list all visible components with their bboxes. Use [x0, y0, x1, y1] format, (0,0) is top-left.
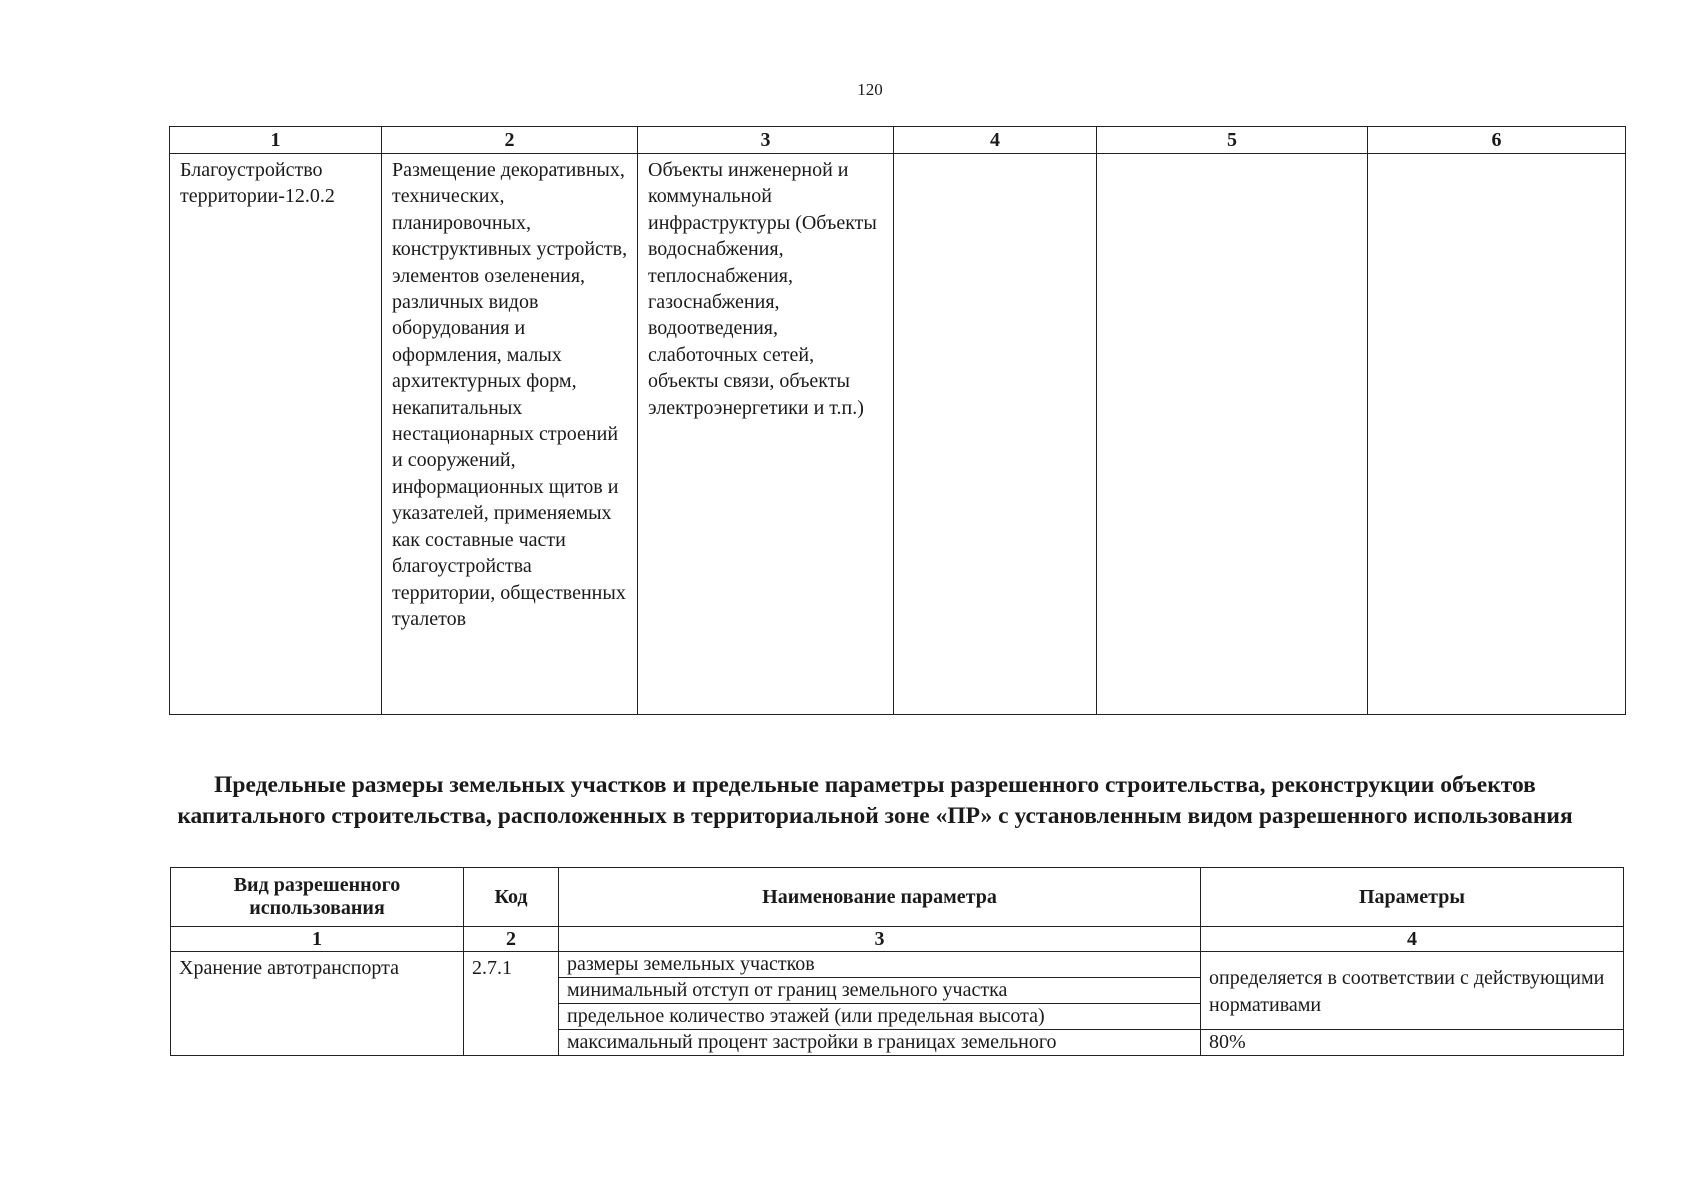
- header-parameters: Параметры: [1201, 868, 1624, 927]
- parameter-name-cell: минимальный отступ от границ земельного участка: [559, 978, 1201, 1004]
- permitted-use-table: [169, 126, 1626, 715]
- column-number: 2: [464, 927, 559, 952]
- header-use-type: Вид разрешенного использования: [171, 868, 464, 927]
- parameter-value-cell: 80%: [1201, 1030, 1624, 1056]
- header-parameter-name: Наименование параметра: [559, 868, 1201, 927]
- parameters-table: [170, 867, 1624, 1056]
- column-number: 4: [894, 127, 1097, 154]
- column-number: 3: [638, 127, 894, 154]
- parameter-name-cell: предельное количество этажей (или предельная высота): [559, 1004, 1201, 1030]
- column-number: 3: [559, 927, 1201, 952]
- use-description-cell: Размещение декоративных, технических, планировочных, конструктивных устройств, элементов озеленения, различных видов оборудования и оформления, малых архитектурных форм, некапитальных нестационарных строений и сооружений, информационных щитов и указателей, применяемых как составные части благоустройства территории, общественных туалетов: [382, 154, 638, 715]
- column-number: 6: [1368, 127, 1626, 154]
- code-cell: 2.7.1: [464, 952, 559, 1056]
- parameter-name-cell: размеры земельных участков: [559, 952, 1201, 978]
- section-title: Предельные размеры земельных участков и предельные параметры разрешенного строительства, реконструкции объектов капитального строительства, расположенных в территориальной зоне «ПР» с установленным видом разрешенного использования: [177, 772, 1573, 829]
- table-row: [170, 154, 1626, 715]
- header-code: Код: [464, 868, 559, 927]
- empty-cell: [1368, 154, 1626, 715]
- parameter-name-cell: максимальный процент застройки в границах земельного: [559, 1030, 1201, 1056]
- header-row: [171, 868, 1624, 927]
- page-number: 120: [857, 80, 883, 99]
- use-type-cell: Благоустройство территории-12.0.2: [170, 154, 382, 715]
- column-number: 1: [171, 927, 464, 952]
- empty-cell: [894, 154, 1097, 715]
- table-row: [171, 952, 1624, 978]
- column-number: 1: [170, 127, 382, 154]
- empty-cell: [1097, 154, 1368, 715]
- column-number-row: [170, 127, 1626, 154]
- use-type-cell: Хранение автотранспорта: [171, 952, 464, 1056]
- column-number-row: [171, 927, 1624, 952]
- parameter-value-cell: определяется в соответствии с действующими нормативами: [1201, 952, 1624, 1030]
- column-number: 2: [382, 127, 638, 154]
- column-number: 5: [1097, 127, 1368, 154]
- capital-objects-cell: Объекты инженерной и коммунальной инфраструктуры (Объекты водоснабжения, теплоснабжения, газоснабжения, водоотведения, слаботочных сетей, объекты связи, объекты электроэнергетики и т.п.): [638, 154, 894, 715]
- column-number: 4: [1201, 927, 1624, 952]
